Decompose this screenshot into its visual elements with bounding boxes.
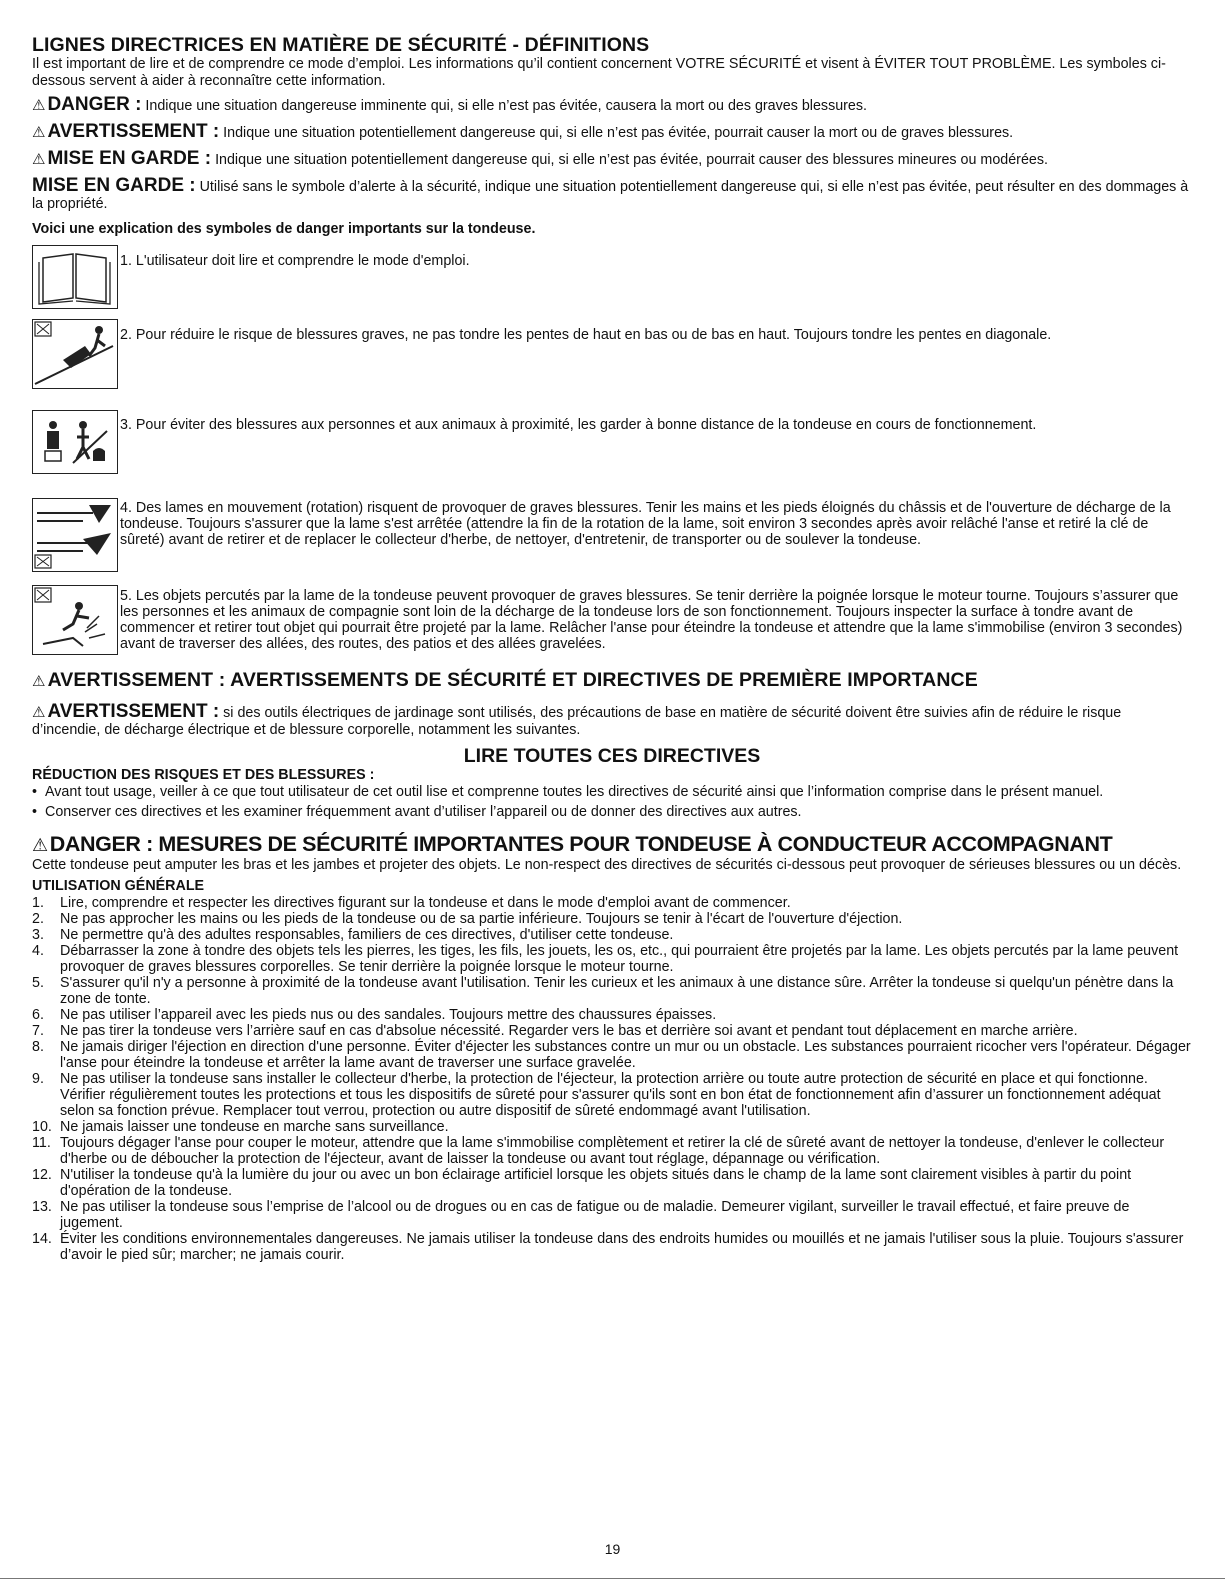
- safety-alert-icon: ⚠: [32, 124, 46, 141]
- safety-alert-icon: ⚠: [32, 673, 46, 690]
- symbol-text-1: 1. L'utilisateur doit lire et comprendre le mode d'emploi.: [120, 253, 470, 269]
- list-item: 4. Débarrasser la zone à tondre des objets tels les pierres, les tiges, les fils, les jouets, les os, etc., qui pourraient être projetés par la lame. Les objets percutés par la lame peuvent provoquer de graves blessures corporelles. Se tenir derrière la poignée lorsque le moteur tourne.: [32, 943, 1179, 975]
- list-item: 10. Ne jamais laisser une tondeuse en marche sans surveillance.: [32, 1119, 449, 1135]
- definition-caution: ⚠ MISE EN GARDE : Indique une situation potentiellement dangereuse qui, si elle n’est pas évitée, pourrait causer des blessures mineures ou modérées.: [32, 148, 1048, 169]
- risk-reduction-heading: RÉDUCTION DES RISQUES ET DES BLESSURES :: [32, 767, 375, 783]
- page-number: 19: [604, 1541, 621, 1557]
- list-item: 9. Ne pas utiliser la tondeuse sans installer le collecteur d'herbe, la protection de l'éjecteur, la protection arrière ou toute autre protection de sécurité en place et qui fonctionne. Vérifier régulièrement toutes les protections et tous les dispositifs de sûreté pour s'assurer qu'ils sont en bon état de fonctionnement afin d’assurer un fonctionnement adéquat selon sa fonction prévue. Remplacer tout verrou, protection ou autre dispositif de sûreté endommagé avant l'utilisation.: [32, 1071, 1161, 1119]
- definition-danger: ⚠ DANGER : Indique une situation dangereuse imminente qui, si elle n’est pas évitée, causera la mort ou des graves blessures.: [32, 94, 868, 115]
- safety-definitions-title: LIGNES DIRECTRICES EN MATIÈRE DE SÉCURITÉ - DÉFINITIONS: [32, 34, 650, 56]
- read-all-heading: LIRE TOUTES CES DIRECTIVES: [463, 745, 761, 767]
- list-item: 13. Ne pas utiliser la tondeuse sous l’emprise de l’alcool ou de drogues ou en cas de fatigue ou de maladie. Demeurer vigilant, surveiller le travail effectué, et faire preuve de jugement.: [32, 1199, 1130, 1231]
- danger-section-title: ⚠DANGER : MESURES DE SÉCURITÉ IMPORTANTES POUR TONDEUSE À CONDUCTEUR ACCOMPAGNANT: [32, 832, 1113, 856]
- safety-alert-icon: ⚠: [32, 97, 46, 114]
- list-item: 7. Ne pas tirer la tondeuse vers l’arrière sauf en cas d'absolue nécessité. Regarder vers le bas et derrière soi avant et pendant tout déplacement en marche arrière.: [32, 1023, 1078, 1039]
- symbols-heading: Voici une explication des symboles de danger importants sur la tondeuse.: [32, 221, 536, 237]
- manual-book-icon: [32, 245, 118, 309]
- risk-reduction-list: [32, 784, 1192, 820]
- general-use-heading: UTILISATION GÉNÉRALE: [32, 878, 205, 894]
- symbol-row-4: [32, 498, 1192, 572]
- list-item: 8. Ne jamais diriger l'éjection en direction d'une personne. Éviter d'éjecter les substances contre un mur ou un obstacle. Les substances pourraient ricocher vers l'opérateur. Dégager l'anse pour éteindre la tondeuse et arrêter la lame avant de traverser une surface gravelée.: [32, 1039, 1191, 1071]
- symbol-row-1: [32, 245, 1192, 309]
- safety-intro: Il est important de lire et de comprendre ce mode d’emploi. Les informations qu’il contient concernent VOTRE SÉCURITÉ et visent à ÉVITER TOUT PROBLÈME. Les symboles ci-dessous servent à aider à reconnaître cette information.: [32, 56, 1166, 89]
- general-use-list: [32, 895, 1192, 1263]
- thrown-objects-icon: [32, 585, 118, 655]
- list-item: 6. Ne pas utiliser l’appareil avec les pieds nus ou des sandales. Toujours mettre des chaussures épaisses.: [32, 1007, 717, 1023]
- safety-alert-icon: ⚠: [32, 835, 48, 855]
- symbol-text-2: 2. Pour réduire le risque de blessures graves, ne pas tondre les pentes de haut en bas ou de bas en haut. Toujours tondre les pentes en diagonale.: [120, 327, 1052, 343]
- rotating-blade-icon: [32, 498, 118, 572]
- warning-paragraph: ⚠ AVERTISSEMENT : si des outils électriques de jardinage sont utilisés, des précautions de base en matière de sécurité doivent être suivies afin de réduire le risque d’incendie, de décharge électrique et de blessure corporelle, notamment les suivantes.: [32, 701, 1122, 738]
- list-item: 1. Lire, comprendre et respecter les directives figurant sur la tondeuse et dans le mode d'emploi avant de commencer.: [32, 895, 791, 911]
- list-item: 12. N'utiliser la tondeuse qu'à la lumière du jour ou avec un bon éclairage artificiel lorsque les objets situés dans le champ de la lame sont clairement visibles à partir du point d'opération de la tondeuse.: [32, 1167, 1132, 1199]
- bystanders-icon: [32, 410, 118, 474]
- warning-section-title: ⚠ AVERTISSEMENT : AVERTISSEMENTS DE SÉCURITÉ ET DIRECTIVES DE PREMIÈRE IMPORTANCE: [32, 669, 978, 691]
- safety-alert-icon: ⚠: [32, 151, 46, 168]
- list-item: • Avant tout usage, veiller à ce que tout utilisateur de cet outil lise et comprenne toutes les directives de sécurité ainsi que l’information comprise dans le présent manuel.: [32, 784, 1192, 801]
- list-item: 3. Ne permettre qu'à des adultes responsables, familiers de ces directives, d'utiliser cette tondeuse.: [32, 927, 674, 943]
- safety-alert-icon: ⚠: [32, 704, 46, 721]
- list-item: 2. Ne pas approcher les mains ou les pieds de la tondeuse ou de sa partie inférieure. Toujours se tenir à l'écart de l'ouverture d'éjection.: [32, 911, 903, 927]
- bottom-divider: [0, 1578, 1225, 1579]
- list-item: 5. S'assurer qu'il n'y a personne à proximité de la tondeuse avant l'utilisation. Tenir les curieux et les animaux à une distance sûre. Arrêter la tondeuse si quelqu'un pénètre dans la zone de tonte.: [32, 975, 1174, 1007]
- definition-caution-property: MISE EN GARDE : Utilisé sans le symbole d’alerte à la sécurité, indique une situation potentiellement dangereuse qui, si elle n’est pas évitée, peut résulter en des dommages à la propriété.: [32, 175, 1189, 212]
- symbol-text-3: 3. Pour éviter des blessures aux personnes et aux animaux à proximité, les garder à bonne distance de la tondeuse en cours de fonctionnement.: [120, 417, 1037, 433]
- manual-page: [32, 34, 1192, 1263]
- symbol-row-3: [32, 410, 1192, 474]
- danger-intro: Cette tondeuse peut amputer les bras et les jambes et projeter des objets. Le non-respect des directives de sécurités ci-dessous peut provoquer de sérieuses blessures ou un décès.: [32, 857, 1182, 873]
- symbol-row-5: [32, 585, 1192, 655]
- definition-warning: ⚠ AVERTISSEMENT : Indique une situation potentiellement dangereuse qui, si elle n’est pas évitée, pourrait causer la mort ou de graves blessures.: [32, 121, 1014, 142]
- slope-mowing-icon: [32, 319, 118, 389]
- list-item: 11. Toujours dégager l'anse pour couper le moteur, attendre que la lame s'immobilise complètement et retirer la clé de sûreté avant de nettoyer la tondeuse, d'enlever le collecteur d'herbe ou de déboucher la protection de l'éjecteur, avant de laisser la tondeuse ou avant tout réglage, dépannage ou vérification.: [32, 1135, 1165, 1167]
- symbol-text-5: 5. Les objets percutés par la lame de la tondeuse peuvent provoquer de graves blessures. Se tenir derrière la poignée lorsque le moteur tourne. Toujours s’assurer que les personnes et les animaux de compagnie sont loin de la décharge de la tondeuse lors de son fonctionnement. Toujours inspecter la surface à tondre avant de commencer et retirer tout objet qui pourrait être projeté par la lame. Relâcher l'anse pour éteindre la tondeuse et attendre que la lame s'immobilise (environ 3 secondes) avant de traverser des allées, des routes, des patios et des allées gravelées.: [120, 588, 1183, 652]
- list-item: 14. Éviter les conditions environnementales dangereuses. Ne jamais utiliser la tondeuse dans des endroits humides ou mouillés et ne jamais l'utiliser sous la pluie. Toujours s'assurer d’avoir le pied sûr; marcher; ne jamais courir.: [32, 1231, 1184, 1263]
- symbol-row-2: [32, 319, 1192, 389]
- symbol-text-4: 4. Des lames en mouvement (rotation) risquent de provoquer de graves blessures. Tenir les mains et les pieds éloignés du châssis et de l'ouverture de décharge de la tondeuse. Toujours s'assurer que la lame s'est arrêtée (attendre la fin de la rotation de la lame, soit environ 3 secondes après avoir relâché l'anse et retiré la clé de sûreté) avant de retirer et de replacer le collecteur d'herbe, de nettoyer, d'entretenir, de transporter ou de soulever la tondeuse.: [120, 500, 1171, 548]
- list-item: • Conserver ces directives et les examiner fréquemment avant d’utiliser l’appareil ou de donner des directives aux autres.: [32, 804, 1192, 821]
